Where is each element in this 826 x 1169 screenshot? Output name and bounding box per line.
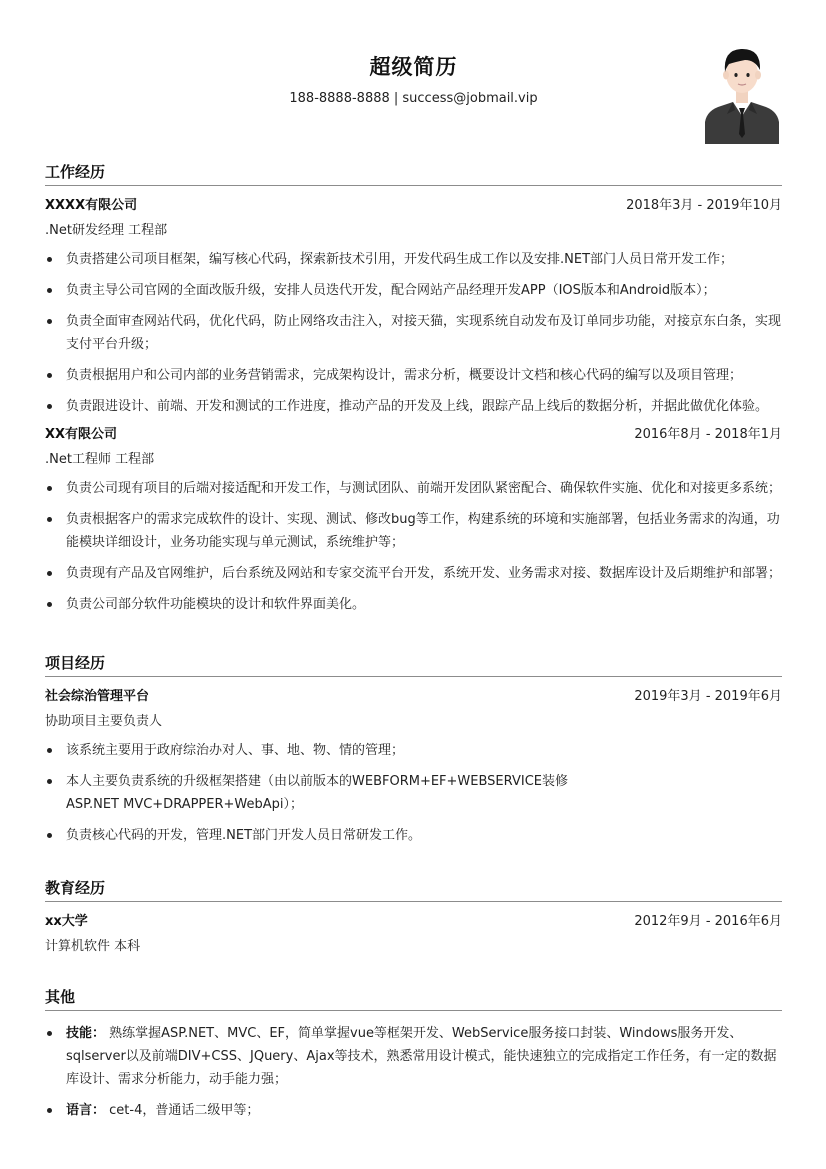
- language-text: cet-4，普通话二级甲等；: [109, 1103, 260, 1118]
- date-range: 2016年8月 - 2018年1月: [634, 427, 782, 442]
- project-experience-section: [45, 651, 782, 847]
- education-section: [45, 876, 782, 956]
- other-list: [45, 1022, 782, 1122]
- list-item: 负责全面审查网站代码，优化代码，防止网络攻击注入，对接天猫，实现系统自动发布及订单同步功能，对接京东白条，实现支付平台升级；: [45, 310, 782, 356]
- project-name: 社会综治管理平台: [45, 689, 150, 704]
- list-item: 本人主要负责系统的升级框架搭建（由以前版本的WEBFORM+EF+WEBSERVICE装修ASP.NET MVC+DRAPPER+WebApi）；: [45, 770, 782, 816]
- list-item: 负责搭建公司项目框架，编写核心代码，探索新技术引用，开发代码生成工作以及安排.NET部门人员日常开发工作；: [45, 248, 782, 271]
- list-item: 负责现有产品及官网维护，后台系统及网站和专家交流平台开发，系统开发、业务需求对接、数据库设计及后期维护和部署；: [45, 562, 782, 585]
- school-name: xx大学: [45, 914, 88, 929]
- resume-name: 超级简历: [369, 55, 458, 79]
- list-item: [45, 1022, 782, 1091]
- skill-label: 技能：: [66, 1026, 106, 1041]
- duty-list: [45, 739, 782, 847]
- list-item: 负责跟进设计、前端、开发和测试的工作进度，推动产品的开发及上线，跟踪产品上线后的数据分析，并据此做优化体验。: [45, 395, 782, 418]
- job-role: .Net工程师 工程部: [45, 452, 155, 467]
- list-item: 负责核心代码的开发，管理.NET部门开发人员日常研发工作。: [45, 824, 782, 847]
- skill-text: 熟练掌握ASP.NET、MVC、EF，简单掌握vue等框架开发、WebService服务接口封装、Windows服务开发、sqlserver以及前端DIV+CSS、JQuery、Ajax等技术，熟悉常用设计模式，能快速独立的完成指定工作任务，有一定的数据库设计、需求分析能力，动手能力强；: [66, 1026, 777, 1087]
- work-experience-section: [45, 160, 782, 616]
- duty-list: [45, 477, 782, 616]
- date-range: 2019年3月 - 2019年6月: [634, 689, 782, 704]
- company-name: XX有限公司: [45, 427, 118, 442]
- contact-info: 188-8888-8888 | success@jobmail.vip: [289, 91, 538, 106]
- section-title: 其他: [45, 985, 782, 1011]
- list-item: 负责公司部分软件功能模块的设计和软件界面美化。: [45, 593, 782, 616]
- list-item: 负责公司现有项目的后端对接适配和开发工作，与测试团队、前端开发团队紧密配合、确保软件实施、优化和对接更多系统；: [45, 477, 782, 500]
- job-role: .Net研发经理 工程部: [45, 223, 168, 238]
- date-range: 2018年3月 - 2019年10月: [626, 198, 782, 213]
- education-entry: [45, 913, 782, 956]
- project-entry: [45, 688, 782, 847]
- list-item: 负责主导公司官网的全面改版升级，安排人员迭代开发，配合网站产品经理开发APP（IOS版本和Android版本）；: [45, 279, 782, 302]
- section-title: 项目经历: [45, 651, 782, 677]
- list-item: 负责根据客户的需求完成软件的设计、实现、测试、修改bug等工作，构建系统的环境和实施部署，包括业务需求的沟通，功能模块详细设计，业务功能实现与单元测试，系统维护等；: [45, 508, 782, 554]
- company-name: XXXX有限公司: [45, 198, 138, 213]
- section-title: 教育经历: [45, 876, 782, 902]
- language-label: 语言：: [66, 1103, 106, 1118]
- work-entry: [45, 426, 782, 616]
- list-item: 该系统主要用于政府综治办对人、事、地、物、情的管理；: [45, 739, 782, 762]
- resume-header: [45, 50, 782, 109]
- work-entry: [45, 197, 782, 418]
- degree-info: 计算机软件 本科: [45, 939, 141, 954]
- other-section: [45, 985, 782, 1122]
- date-range: 2012年9月 - 2016年6月: [634, 914, 782, 929]
- avatar-icon: [705, 44, 779, 144]
- project-role: 协助项目主要负责人: [45, 714, 163, 729]
- duty-list: [45, 248, 782, 418]
- section-title: 工作经历: [45, 160, 782, 186]
- list-item: [45, 1099, 782, 1122]
- list-item: 负责根据用户和公司内部的业务营销需求，完成架构设计，需求分析，概要设计文档和核心代码的编写以及项目管理；: [45, 364, 782, 387]
